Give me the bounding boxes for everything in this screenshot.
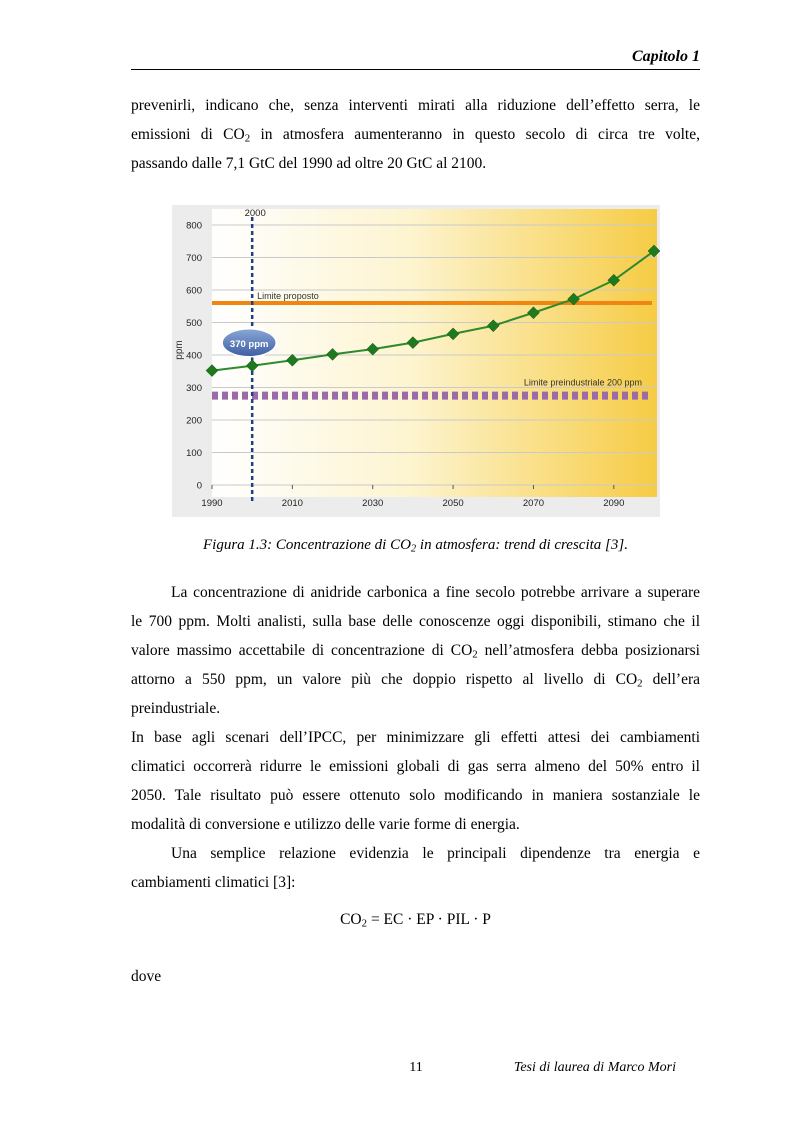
caption-post: in atmosfera: trend di crescita [3]. bbox=[416, 537, 628, 553]
intro-paragraph bbox=[131, 91, 700, 178]
p1-line-5: preindustriale. bbox=[131, 700, 221, 717]
p1-line-3-pre: valore massimo accettabile di concentrazione di CO bbox=[131, 642, 473, 659]
hline-preindustrial-label: Limite preindustriale 200 ppm bbox=[523, 377, 642, 388]
co2-formula bbox=[131, 911, 700, 929]
hline-proposed-label: Limite proposto bbox=[257, 291, 319, 301]
p3-line-2: cambiamenti climatici [3]: bbox=[131, 874, 296, 891]
y-tick-label: 200 bbox=[186, 415, 202, 427]
y-axis-label: ppm bbox=[174, 340, 185, 360]
intro-line-2 bbox=[131, 120, 700, 149]
intro-line-2-sub: 2 bbox=[244, 132, 251, 145]
p1-line-3-sub: 2 bbox=[472, 648, 478, 661]
intro-line-2-post: in atmosfera aumenteranno in questo secolo di circa tre volte, bbox=[250, 126, 700, 143]
x-tick-label: 2070 bbox=[522, 498, 545, 509]
intro-line-1: prevenirli, indicano che, senza interventi mirati alla riduzione dell’effetto serra, le bbox=[131, 97, 700, 114]
p1-line-4-b: dell’era bbox=[642, 671, 700, 688]
y-tick-label: 700 bbox=[186, 253, 202, 264]
p2-line-2: climatici occorrerà ridurre le emissioni globali di gas serra almeno del 50% entro il bbox=[131, 758, 700, 775]
header-rule bbox=[131, 69, 700, 70]
page-number: 11 bbox=[409, 1060, 423, 1075]
x-tick-label: 1990 bbox=[201, 498, 223, 509]
p2-line-3: 2050. Tale risultato può essere ottenuto solo modificando in maniera sostanziale le bbox=[131, 787, 700, 804]
x-tick-label: 2030 bbox=[362, 498, 384, 509]
p1-line-1: La concentrazione di anidride carbonica a fine secolo potrebbe arrivare a superare bbox=[171, 584, 700, 601]
running-header: Capitolo 1 bbox=[631, 48, 700, 65]
y-tick-label: 100 bbox=[186, 448, 202, 459]
p1-line-3 bbox=[131, 636, 700, 665]
vline-label: 2000 bbox=[244, 208, 266, 219]
paragraph-concentration bbox=[131, 578, 700, 897]
plot-area bbox=[212, 209, 657, 497]
x-tick-label: 2090 bbox=[603, 498, 625, 509]
co2-chart-svg bbox=[172, 205, 660, 517]
p1-line-4-a: attorno a 550 ppm, un valore più che doppio rispetto al livello di CO bbox=[131, 671, 638, 688]
formula-lhs: CO bbox=[340, 911, 362, 928]
intro-line-3: passando dalle 7,1 GtC del 1990 ad oltre 20 GtC al 2100. bbox=[131, 155, 487, 172]
y-tick-label: 600 bbox=[186, 285, 202, 297]
caption-sub: 2 bbox=[410, 543, 417, 555]
figure-caption bbox=[131, 537, 700, 554]
x-tick-label: 2010 bbox=[281, 498, 303, 509]
p2-line-4: modalità di conversione e utilizzo delle varie forme di energia. bbox=[131, 816, 520, 833]
y-tick-label: 300 bbox=[186, 383, 202, 394]
formula-sub: 2 bbox=[361, 917, 368, 930]
intro-line-2-pre: emissioni di CO bbox=[131, 126, 245, 143]
badge-370ppm-label: 370 ppm bbox=[229, 338, 269, 350]
p1-line-4-sub: 2 bbox=[637, 677, 643, 690]
footer-thesis: Tesi di laurea di Marco Mori bbox=[513, 1060, 676, 1075]
caption-pre: Figura 1.3: Concentrazione di CO bbox=[203, 537, 411, 553]
p2-line-1: In base agli scenari dell’IPCC, per minimizzare gli effetti attesi dei cambiamenti bbox=[131, 729, 700, 746]
p1-line-4 bbox=[131, 665, 700, 694]
p3-line-1: Una semplice relazione evidenzia le principali dipendenze tra energia e bbox=[171, 845, 700, 862]
y-tick-label: 0 bbox=[196, 480, 202, 492]
dove-text: dove bbox=[131, 968, 162, 985]
p1-line-3-post: nell’atmosfera debba posizionarsi bbox=[477, 642, 700, 659]
p1-line-2: le 700 ppm. Molti analisti, sulla base delle conoscenze oggi disponibili, stimano che il bbox=[131, 613, 700, 630]
x-tick-label: 2050 bbox=[442, 498, 464, 509]
y-tick-label: 400 bbox=[186, 350, 202, 362]
formula-rhs: = EC · EP · PIL · P bbox=[367, 911, 491, 928]
co2-chart bbox=[172, 205, 660, 517]
y-tick-label: 500 bbox=[186, 318, 202, 329]
y-tick-label: 800 bbox=[186, 220, 202, 232]
